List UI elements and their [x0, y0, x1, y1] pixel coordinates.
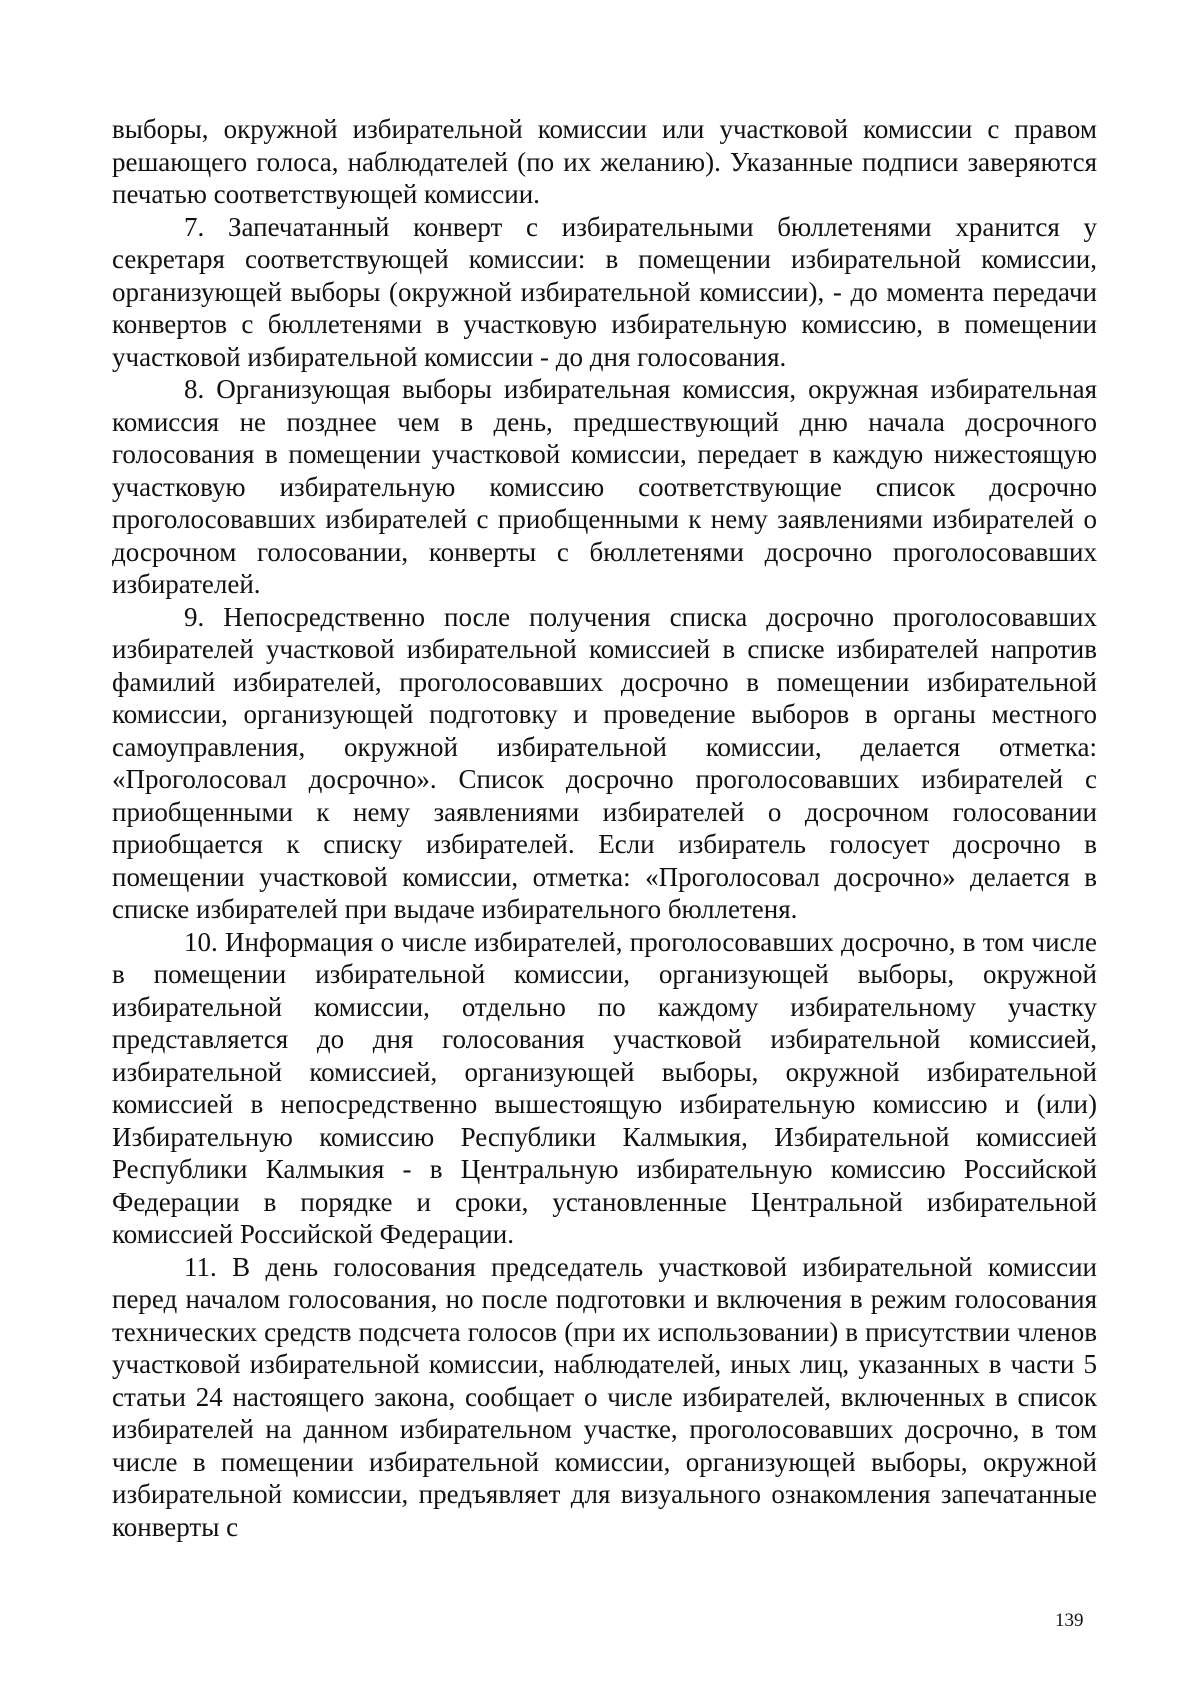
- paragraph-item-11: 11. В день голосования председатель участковой избирательной комиссии перед началом голосования, но после подготовки и включения в режим голосования технических средств подсчета голосов (при их использовании) в присутствии членов участковой избирательной комиссии, наблюдателей, иных лиц, указанных в части 5 статьи 24 настоящего закона, сообщает о числе избирателей, включенных в список избирателей на данном избирательном участке, проголосовавших досрочно, в том числе в помещении избирательной комиссии, организующей выборы, окружной избирательной комиссии, предъявляет для визуального ознакомления запечатанные конверты с: [112, 1251, 1097, 1542]
- paragraph-item-9: 9. Непосредственно после получения списка досрочно проголосовавших избирателей участковой избирательной комиссией в списке избирателей напротив фамилий избирателей, проголосовавших досрочно в помещении избирательной комиссии, организующей подготовку и проведение выборов в органы местного самоуправления, окружной избирательной комиссии, делается отметка: «Проголосовал досрочно». Список досрочно проголосовавших избирателей с приобщенными к нему заявлениями избирателей о досрочном голосовании приобщается к списку избирателей. Если избиратель голосует досрочно в помещении участковой комиссии, отметка: «Проголосовал досрочно» делается в списке избирателей при выдаче избирательного бюллетеня.: [112, 601, 1097, 924]
- document-body: [112, 113, 1097, 1543]
- paragraph-item-8: 8. Организующая выборы избирательная комиссия, окружная избирательная комиссия не позднее чем в день, предшествующий дню начала досрочного голосования в помещении участковой комиссии, передает в каждую нижестоящую участковую избирательную комиссию соответствующие список досрочно проголосовавших избирателей с приобщенными к нему заявлениями избирателей о досрочном голосовании, конверты с бюллетенями досрочно проголосовавших избирателей.: [112, 374, 1097, 599]
- paragraph-continuation: выборы, окружной избирательной комиссии или участковой комиссии с правом решающего голоса, наблюдателей (по их желанию). Указанные подписи заверяются печатью соответствующей комиссии.: [112, 114, 1097, 209]
- page-number: 139: [1055, 1610, 1084, 1631]
- paragraph-item-7: 7. Запечатанный конверт с избирательными бюллетенями хранится у секретаря соответствующей комиссии: в помещении избирательной комиссии, организующей выборы (окружной избирательной комиссии), - до момента передачи конвертов с бюллетенями в участковую избирательную комиссию, в помещении участковой избирательной комиссии - до дня голосования.: [112, 211, 1097, 372]
- paragraph-item-10: 10. Информация о числе избирателей, проголосовавших досрочно, в том числе в помещении избирательной комиссии, организующей выборы, окружной избирательной комиссии, отдельно по каждому избирательному участку представляется до дня голосования участковой избирательной комиссией, избирательной комиссией, организующей выборы, окружной избирательной комиссией в непосредственно вышестоящую избирательную комиссию и (или) Избирательную комиссию Республики Калмыкия, Избирательной комиссией Республики Калмыкия - в Центральную избирательную комиссию Российской Федерации в порядке и сроки, установленные Центральной избирательной комиссией Российской Федерации.: [112, 926, 1097, 1249]
